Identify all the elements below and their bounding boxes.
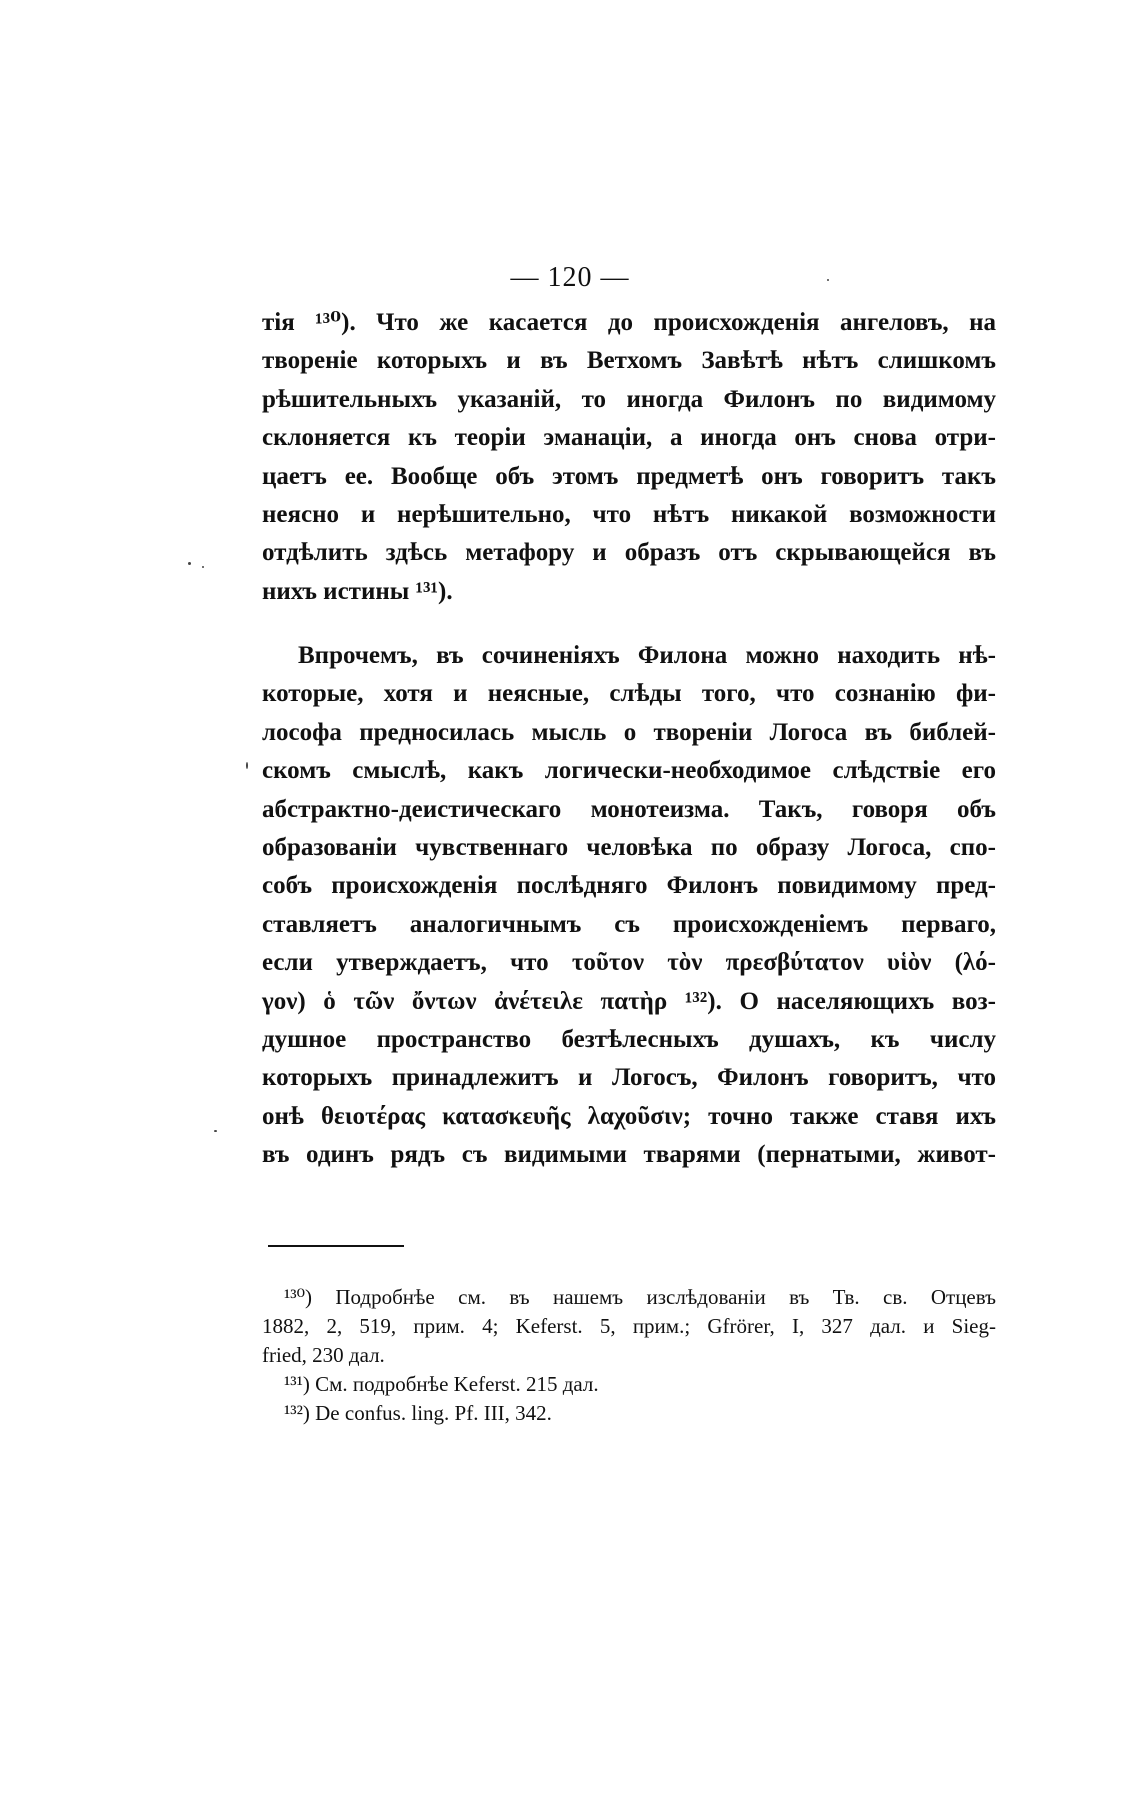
text-line: γον) ὁ τῶν ὄντων ἀνέτειλε πατὴρ ¹³²). О населяющихъ воз- [262,987,996,1015]
text-line: Впрочемъ, въ сочиненіяхъ Филона можно находить нѣ- [298,642,996,669]
text-line: лософа предносилась мысль о твореніи Логоса въ библей- [262,718,996,746]
text-line: душное пространство безтѣлесныхъ душахъ, къ числу [262,1026,996,1054]
text-line: склоняется къ теоріи эманаціи, а иногда онъ снова отри- [262,424,996,452]
scan-speck [202,566,204,568]
text-line: абстрактно-деистическаго монотеизма. Такъ, говоря объ [262,795,996,823]
text-line: собъ происхожденія послѣдняго Филонъ повидимому пред- [262,872,996,900]
text-line: тія ¹³⁰). Что же касается до происхожденія ангеловъ, на [262,309,996,336]
text-line: образованіи чувственнаго человѣка по образу Логоса, спо- [262,834,996,862]
footnote-line: ¹³²) De confus. ling. Pf. III, 342. [284,1401,552,1425]
text-line: въ одинъ рядъ съ видимыми тварями (пернатыми, живот- [262,1141,996,1169]
footnote-line: 1882, 2, 519, прим. 4; Keferst. 5, прим.; Gfrörer, I, 327 дал. и Sieg- [262,1314,996,1338]
paragraph-1 [262,304,996,611]
text-line: неясно и нерѣшительно, что нѣтъ никакой возможности [262,501,996,529]
paragraph-2 [262,637,996,1175]
text-line: если утверждаетъ, что τοῦτον τὸν πρεσβύτατον υἱὸν (λό- [262,949,996,977]
footnote-line: ¹³¹) См. подробнѣе Keferst. 215 дал. [284,1372,599,1396]
footnotes [262,1283,996,1428]
text-line: отдѣлить здѣсь метафору и образъ отъ скрывающейся въ [262,539,996,567]
text-line: скомъ смыслѣ, какъ логически-необходимое слѣдствіе его [262,757,996,785]
page-number: — 120 — [510,262,630,293]
scan-speck [188,562,191,565]
text-line: цаетъ ее. Вообще объ этомъ предметѣ онъ говоритъ такъ [262,462,996,490]
footnote-line: fried, 230 дал. [262,1343,385,1367]
text-line: которыхъ принадлежитъ и Логосъ, Филонъ говоритъ, что [262,1064,996,1092]
scan-speck [214,1130,217,1132]
footnote-divider [268,1245,404,1247]
text-line: которые, хотя и неясные, слѣды того, что сознанію фи- [262,680,996,708]
text-line: рѣшительныхъ указаній, то иногда Филонъ по видимому [262,385,996,413]
text-line: онѣ θειοτέρας κατασκευῆς λαχοῦσιν; точно также ставя ихъ [262,1102,996,1130]
scan-speck [827,279,829,281]
text-line: твореніе которыхъ и въ Ветхомъ Завѣтѣ нѣтъ слишкомъ [262,347,996,375]
scan-speck [246,762,248,769]
footnote-line: ¹³⁰) Подробнѣе см. въ нашемъ изслѣдованіи въ Тв. св. Отцевъ [284,1285,996,1309]
text-line: нихъ истины ¹³¹). [262,577,453,605]
text-line: ставляетъ аналогичнымъ съ происхожденіемъ перваго, [262,910,996,938]
